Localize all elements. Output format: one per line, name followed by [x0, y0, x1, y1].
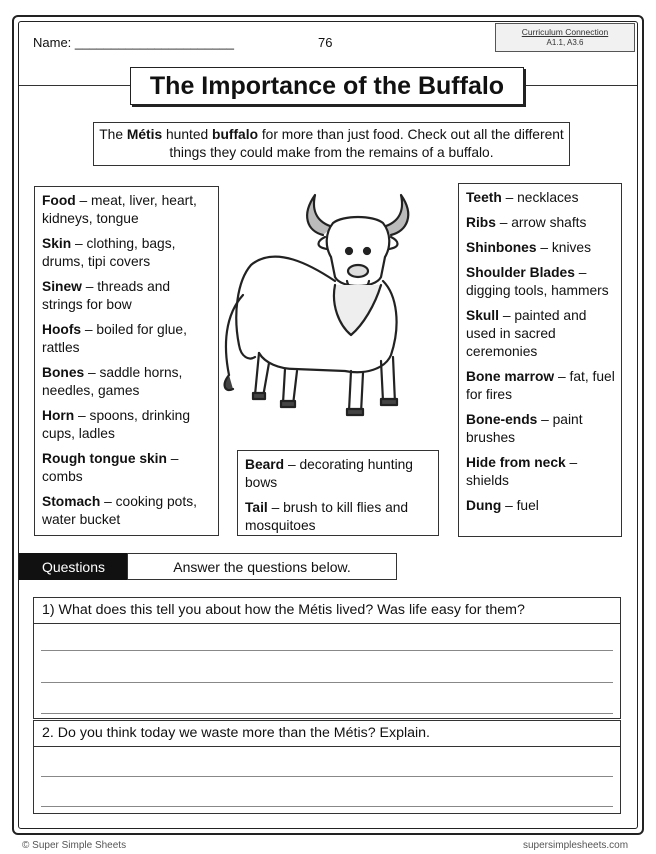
- page-title: The Importance of the Buffalo: [130, 67, 524, 105]
- name-field[interactable]: Name: ______________________: [33, 35, 234, 50]
- intro-metis: Métis: [126, 127, 163, 142]
- question-1-text: 1) What does this tell you about how the Métis lived? Was life easy for them?: [34, 598, 620, 624]
- footer-website: supersimplesheets.com: [523, 840, 629, 851]
- left-uses-list: [34, 186, 219, 536]
- page-number: 76: [318, 35, 333, 50]
- list-item: Skull – painted and used in sacred ceremonies: [466, 308, 587, 359]
- intro-text-2: hunted: [162, 127, 213, 142]
- question-2-box: [33, 720, 621, 814]
- list-item: Bone marrow – fat, fuel for fires: [466, 369, 615, 402]
- intro-text-3: for more than just food. Check out all the different things they could make from the remains of a buffalo.: [169, 127, 564, 160]
- list-item: Tail – brush to kill flies and mosquitoes: [245, 500, 409, 533]
- list-item: Ribs – arrow shafts: [466, 215, 587, 230]
- list-item: Shoulder Blades – digging tools, hammers: [466, 265, 609, 298]
- intro-buffalo: buffalo: [212, 127, 258, 142]
- list-item: Beard – decorating hunting bows: [245, 457, 413, 490]
- list-item: Food – meat, liver, heart, kidneys, tongue: [42, 193, 197, 226]
- question-1-box: [33, 597, 621, 719]
- answer-line[interactable]: [41, 713, 613, 714]
- list-item: Skin – clothing, bags, drums, tipi covers: [42, 236, 176, 269]
- buffalo-illustration: [215, 185, 455, 445]
- answer-line[interactable]: [41, 650, 613, 651]
- list-item: Shinbones – knives: [466, 240, 591, 255]
- list-item: Dung – fuel: [466, 498, 539, 513]
- answer-line[interactable]: [41, 682, 613, 683]
- list-item: Teeth – necklaces: [466, 190, 579, 205]
- intro-text-1: The: [99, 127, 127, 142]
- list-item: Sinew – threads and strings for bow: [42, 279, 171, 312]
- list-item: Hide from neck – shields: [466, 455, 578, 488]
- title-rule-right: [524, 85, 637, 86]
- list-item: Bone-ends – paint brushes: [466, 412, 583, 445]
- list-item: Stomach – cooking pots, water bucket: [42, 494, 197, 527]
- answer-line[interactable]: [41, 806, 613, 807]
- intro-box: [93, 122, 570, 166]
- curriculum-title: Curriculum Connection: [521, 27, 609, 37]
- curriculum-codes: A1.1, A3.6: [546, 38, 584, 47]
- footer-copyright: © Super Simple Sheets: [22, 840, 127, 851]
- right-uses-list: [458, 183, 622, 537]
- question-2-text: 2. Do you think today we waste more than the Métis? Explain.: [34, 721, 620, 747]
- questions-instruction: Answer the questions below.: [127, 553, 397, 580]
- list-item: Rough tongue skin – combs: [42, 451, 179, 484]
- list-item: Horn – spoons, drinking cups, ladles: [42, 408, 191, 441]
- title-rule-left: [19, 85, 131, 86]
- list-item: Hoofs – boiled for glue, rattles: [42, 322, 187, 355]
- list-item: Bones – saddle horns, needles, games: [42, 365, 183, 398]
- answer-line[interactable]: [41, 776, 613, 777]
- middle-uses-list: [237, 450, 439, 536]
- curriculum-connection-box: [495, 23, 635, 52]
- questions-tab: Questions: [19, 553, 128, 580]
